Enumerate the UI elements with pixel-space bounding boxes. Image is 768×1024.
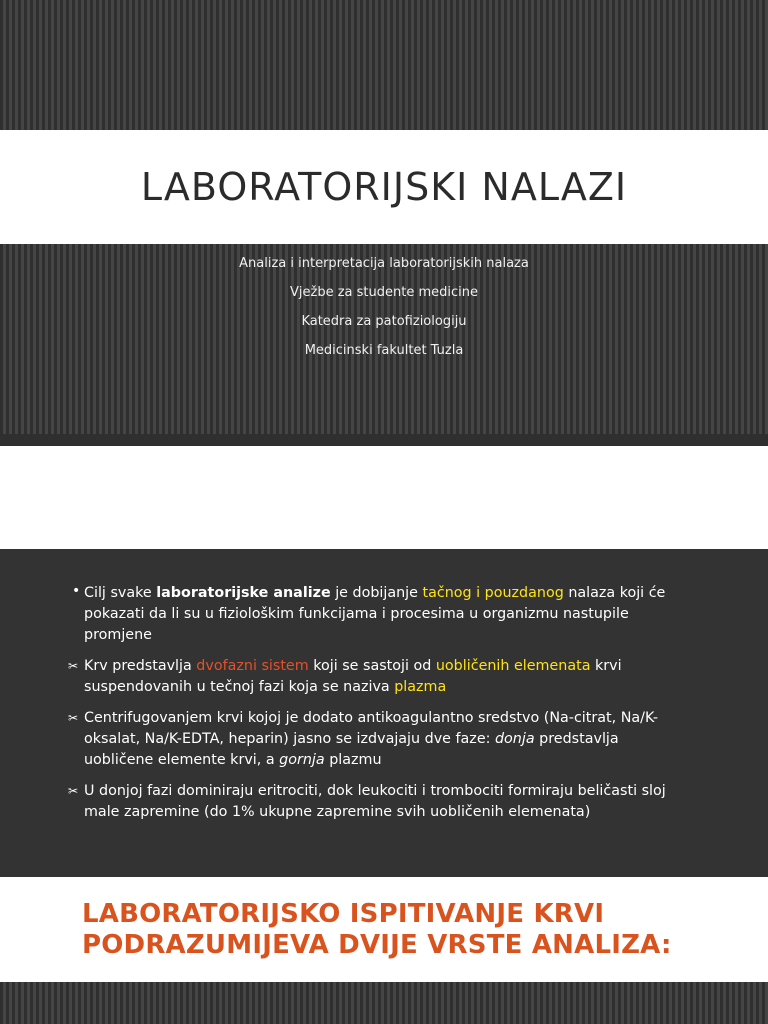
bullet-text: nalaza koji će pokazati da li su u fiziološkim funkcijama i procesima u organizmu nastupile promjene — [84, 585, 666, 643]
slide-title: LABORATORIJSKI NALAZI — [140, 165, 628, 209]
subtitle-line: Katedra za patofiziologiju — [301, 314, 467, 329]
slide1-bottom-bar — [0, 434, 768, 446]
scissors-icon: ✂ — [68, 784, 79, 798]
bullet-text: Krv predstavlja — [84, 658, 197, 674]
slide1-subtitle-area — [0, 244, 768, 434]
highlight-text: tačnog i pouzdanog — [422, 585, 564, 601]
slide1-header-band — [0, 0, 768, 130]
italic-text: gornja — [279, 752, 325, 768]
bullet-text: Centrifugovanjem krvi kojoj je dodato antikoagulantno sredstvo (Na-citrat, Na/K-oksalat, Na/K-EDTA, heparin) jasno se izdvajaju dve faze: — [84, 710, 659, 747]
slide4-header-band — [0, 982, 768, 1024]
bullet-item — [68, 781, 688, 823]
highlight-text: plazma — [394, 679, 447, 695]
bullet-text: U donjoj fazi dominiraju eritrociti, dok leukociti i trombociti formiraju beličasti sloj male zapremine (do 1% ukupne zapremine svih uobličenih elemenata) — [84, 783, 666, 820]
scissors-icon: ✂ — [68, 659, 79, 673]
subtitle-line: Analiza i interpretacija laboratorijskih nalaza — [239, 256, 529, 271]
bullet-text: je dobijanje — [330, 585, 423, 601]
slide1-title-band — [0, 130, 768, 244]
slide-separator — [0, 446, 768, 549]
bullet-item — [72, 583, 688, 646]
highlight-text: dvofazni sistem — [196, 658, 309, 674]
bullet-dot-icon: • — [72, 583, 81, 599]
bullet-bold-text: laboratorijske analize — [156, 585, 331, 601]
heading-line: LABORATORIJSKO ISPITIVANJE KRVI — [82, 899, 605, 929]
bullet-text: koji se sastoji od — [308, 658, 436, 674]
bullet-text: Cilj svake — [84, 585, 157, 601]
bullet-text: krvi suspendovanih u tečnoj fazi koja se naziva — [84, 658, 622, 695]
scissors-icon: ✂ — [68, 711, 79, 725]
bullet-item — [68, 656, 688, 698]
bullet-text: predstavlja uobličene elemente krvi, a — [84, 731, 619, 768]
slide3-heading — [82, 899, 768, 961]
italic-text: donja — [494, 731, 535, 747]
slide3-heading-area — [0, 877, 768, 982]
heading-line: PODRAZUMIJEVA DVIJE VRSTE ANALIZA: — [82, 930, 672, 960]
bullet-text: plazmu — [324, 752, 382, 768]
bullet-item — [68, 708, 688, 771]
subtitle-line: Medicinski fakultet Tuzla — [304, 343, 464, 358]
subtitle-line: Vježbe za studente medicine — [290, 285, 478, 300]
slide2-content — [0, 549, 768, 877]
highlight-text: uobličenih elemenata — [435, 658, 591, 674]
